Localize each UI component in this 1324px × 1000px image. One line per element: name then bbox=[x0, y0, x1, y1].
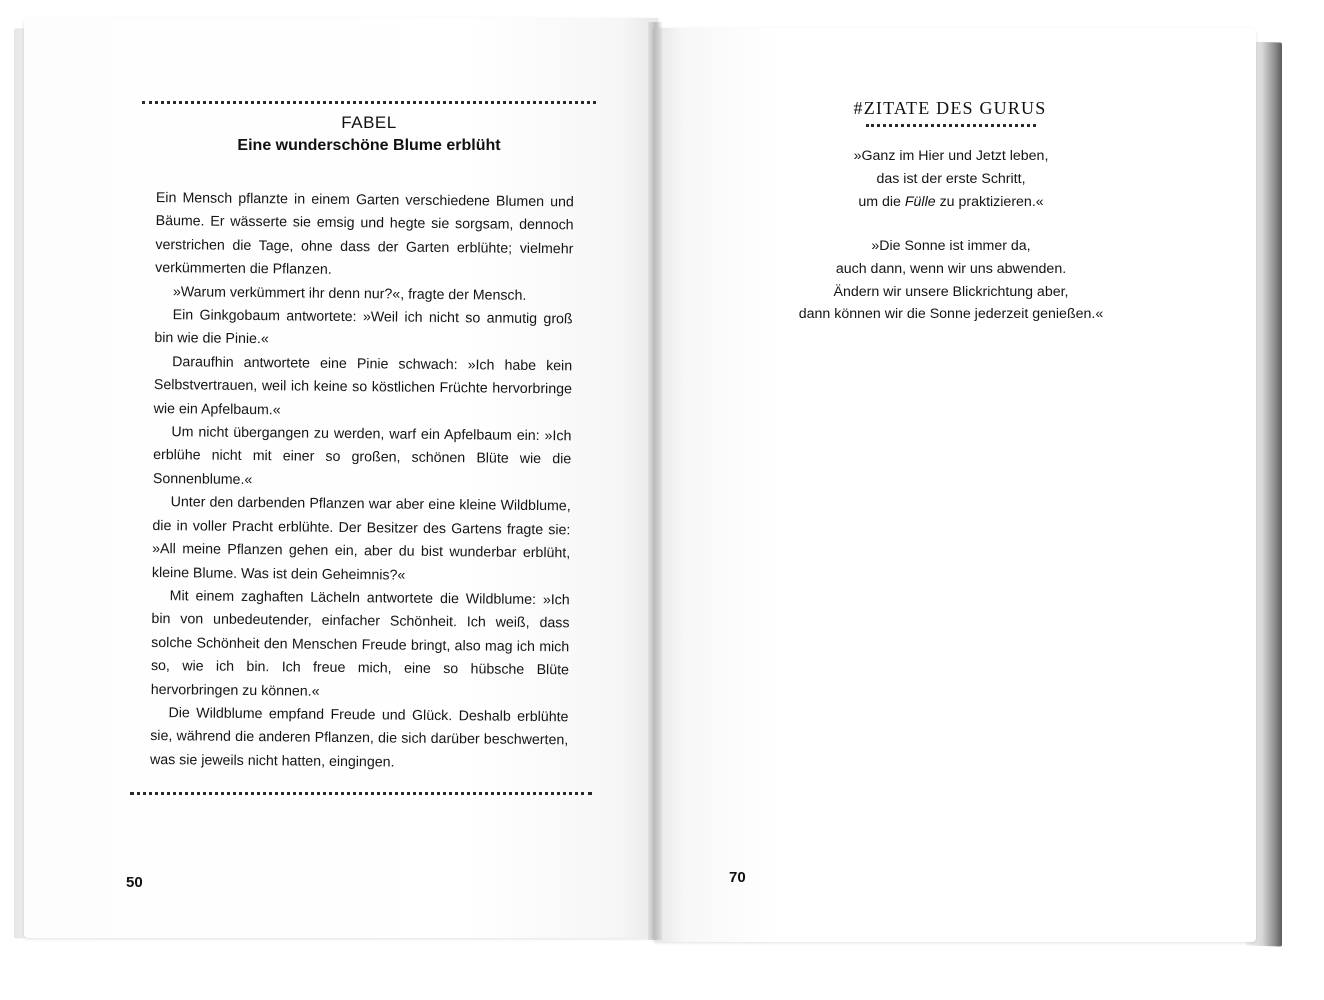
paragraph: Mit einem zaghaften Lächeln antwortete die Wildblume: »Ich bin von unbedeutender, einfacher Schönheit. Ich weiß, dass solche Schönheit den Menschen Freude bringt, also mag ich mich so, wie ich bin. Ich freue mich, eine so hübsche Blüte hervorbringen zu können.« bbox=[150, 588, 570, 700]
right-page-number: 70 bbox=[729, 869, 746, 886]
quote-line: »Die Sonne ist immer da, bbox=[871, 238, 1031, 254]
book-gutter bbox=[648, 22, 662, 940]
paragraph: Daraufhin antwortete eine Pinie schwach: »Ich habe kein Selbstvertrauen, weil ich keine so köstlichen Früchte hervorbringe wie ein Apfelbaum.« bbox=[153, 354, 573, 418]
quote-text: um die bbox=[858, 193, 905, 210]
left-page-number: 50 bbox=[126, 874, 143, 891]
quote-line: dann können wir die Sonne jederzeit genießen.« bbox=[798, 306, 1104, 323]
emphasized-word: Fülle bbox=[904, 193, 936, 210]
fable-body bbox=[150, 187, 574, 777]
paragraph: »Warum verkümmert ihr denn nur?«, fragte der Mensch. bbox=[172, 283, 527, 304]
paragraph: Unter den darbenden Pflanzen war aber eine kleine Wildblume, die in voller Pracht erblühte. Der Besitzer des Gartens fragte sie: »All meine Pflanzen gehen ein, aber du bist wunderbar erblüht, kleine Blume. Was ist dein Geheimnis?« bbox=[151, 494, 571, 584]
quotes-heading: #ZITATE DES GURUS bbox=[853, 98, 1047, 118]
paragraph: Um nicht übergangen zu werden, warf ein Apfelbaum ein: »Ich erblühe nicht mit einer so großen, schönen Blüte wie die Sonnenblume.« bbox=[152, 424, 572, 488]
paragraph: Ein Ginkgobaum antwortete: »Weil ich nicht so anmutig groß bin wie die Pinie.« bbox=[154, 307, 573, 348]
quote-line bbox=[731, 191, 1171, 214]
quote-line: auch dann, wenn wir uns abwenden. bbox=[835, 260, 1067, 277]
quote-block bbox=[731, 235, 1171, 326]
top-dotted-divider bbox=[142, 101, 596, 104]
heading-dotted-underline bbox=[866, 124, 1036, 127]
quote-line: »Ganz im Hier und Jetzt leben, bbox=[853, 148, 1049, 164]
paragraph: Ein Mensch pflanzte in einem Garten verschiedene Blumen und Bäume. Er wässerte sie emsig und hegte sie sorgsam, dennoch verstrichen die Tage, ohne dass der Garten erblühte; vielmehr verkümmerten die Pflanzen. bbox=[155, 189, 574, 279]
section-label: FABEL bbox=[341, 113, 397, 132]
quote-line: Ändern wir unsere Blickrichtung aber, bbox=[833, 283, 1069, 300]
quote-text: zu praktizieren.« bbox=[935, 193, 1044, 210]
paragraph: Die Wildblume empfand Freude und Glück. Deshalb erblühte sie, während die anderen Pflanzen, die sich darüber beschwerten, was sie jeweils nicht hatten, eingingen. bbox=[149, 705, 569, 771]
quote-block bbox=[731, 145, 1171, 213]
fable-title: Eine wunderschöne Blume erblüht bbox=[237, 137, 501, 154]
bottom-dotted-divider bbox=[130, 792, 592, 795]
quote-line: das ist der erste Schritt, bbox=[876, 170, 1026, 187]
